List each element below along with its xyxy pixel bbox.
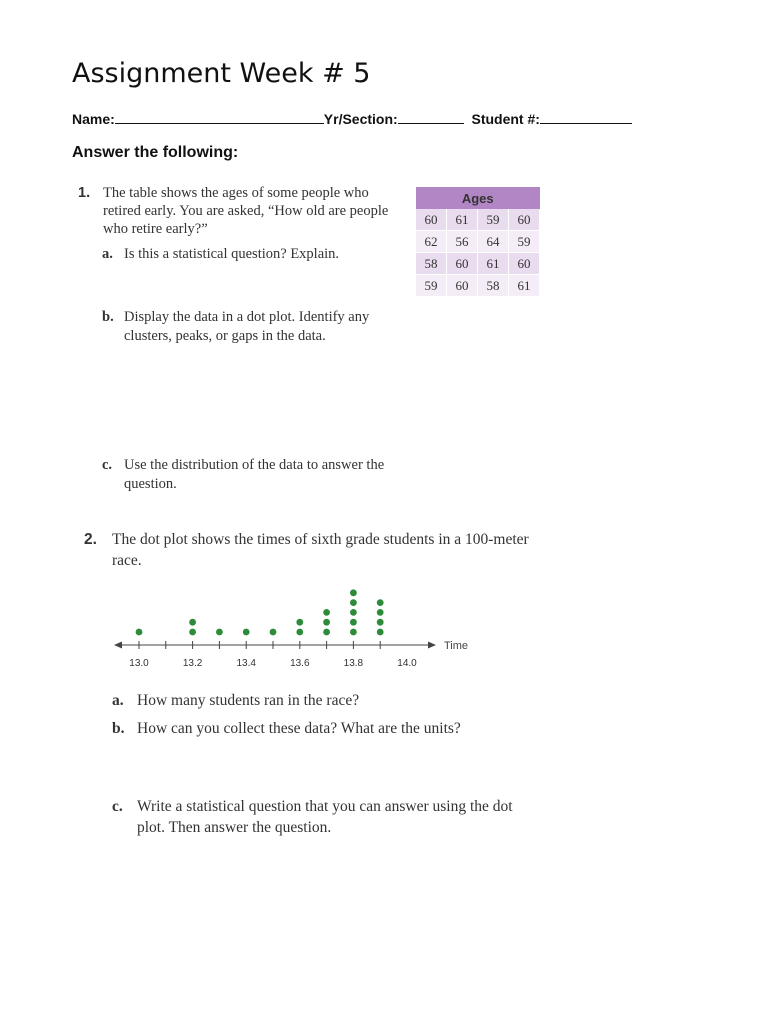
- data-dot: [189, 629, 196, 636]
- table-cell: 56: [447, 231, 478, 253]
- student-number-blank: [540, 109, 632, 124]
- tick-label: 13.8: [343, 658, 364, 669]
- data-dot: [296, 619, 303, 626]
- table-cell: 58: [478, 275, 509, 297]
- table-cell: 61: [509, 275, 540, 297]
- data-dot: [296, 629, 303, 636]
- data-dot: [216, 629, 223, 636]
- table-cell: 58: [416, 253, 447, 275]
- question-2-number: 2.: [84, 531, 97, 548]
- data-dot: [350, 619, 357, 626]
- data-dot: [377, 599, 384, 606]
- data-dot: [377, 609, 384, 616]
- table-cell: 60: [509, 209, 540, 231]
- data-dot: [377, 619, 384, 626]
- data-dot: [136, 629, 143, 636]
- dot-plot-chart: [110, 575, 490, 675]
- table-cell: 60: [509, 253, 540, 275]
- axis-arrow-left: [114, 642, 122, 649]
- table-cell: 61: [478, 253, 509, 275]
- table-cell: 59: [509, 231, 540, 253]
- question-2b-text: How can you collect these data? What are the units?: [137, 720, 461, 737]
- table-cell: 64: [478, 231, 509, 253]
- name-blank: [115, 109, 324, 124]
- question-2c-text-line2: plot. Then answer the question.: [137, 819, 332, 836]
- question-1c-label: c.: [102, 457, 113, 473]
- table-cell: 60: [416, 209, 447, 231]
- data-dot: [243, 629, 250, 636]
- table-cell: 62: [416, 231, 447, 253]
- data-dot: [323, 609, 330, 616]
- question-2c-label: c.: [112, 798, 123, 815]
- question-1-number: 1.: [78, 185, 91, 201]
- tick-label: 13.6: [290, 658, 310, 669]
- student-info-line: [72, 109, 632, 127]
- data-dot: [350, 599, 357, 606]
- data-dot: [350, 609, 357, 616]
- data-dot: [350, 589, 357, 596]
- student-number-label: Student #:: [471, 111, 540, 127]
- page-title: Assignment Week # 5: [72, 58, 371, 89]
- data-dot: [189, 619, 196, 626]
- table-cell: 60: [447, 275, 478, 297]
- table-cell: 60: [447, 253, 478, 275]
- data-dot: [323, 619, 330, 626]
- tick-label: 14.0: [397, 658, 417, 669]
- question-2a-label: a.: [112, 692, 124, 709]
- data-dot: [377, 629, 384, 636]
- data-dot: [323, 629, 330, 636]
- question-1a-label: a.: [102, 246, 113, 262]
- question-2-text: The dot plot shows the times of sixth grade students in a 100-meter race.: [112, 531, 529, 569]
- instructions: Answer the following:: [72, 144, 239, 161]
- ages-table-header: Ages: [416, 187, 540, 209]
- question-2c-text-line1: Write a statistical question that you can answer using the dot: [137, 798, 513, 815]
- data-dot: [350, 629, 357, 636]
- ages-table: [416, 187, 540, 297]
- x-axis-label: Time: [444, 640, 469, 652]
- table-cell: 59: [478, 209, 509, 231]
- question-2b-label: b.: [112, 720, 125, 737]
- section-blank: [398, 109, 464, 124]
- question-1c-text: Use the distribution of the data to answer the question.: [124, 457, 385, 492]
- tick-label: 13.2: [182, 658, 203, 669]
- table-cell: 59: [416, 275, 447, 297]
- axis-arrow-right: [428, 642, 436, 649]
- question-1-text: The table shows the ages of some people who retired early. You are asked, “How old are people who retire early?”: [103, 185, 389, 237]
- tick-label: 13.0: [129, 658, 149, 669]
- table-cell: 61: [447, 209, 478, 231]
- name-label: Name:: [72, 111, 115, 127]
- question-2a-text: How many students ran in the race?: [137, 692, 360, 709]
- question-1a-text: Is this a statistical question? Explain.: [124, 246, 340, 262]
- data-dot: [270, 629, 277, 636]
- section-label: Yr/Section:: [323, 111, 398, 127]
- question-1b-label: b.: [102, 309, 114, 325]
- question-1b-text: Display the data in a dot plot. Identify any clusters, peaks, or gaps in the data.: [124, 309, 370, 344]
- tick-label: 13.4: [236, 658, 256, 669]
